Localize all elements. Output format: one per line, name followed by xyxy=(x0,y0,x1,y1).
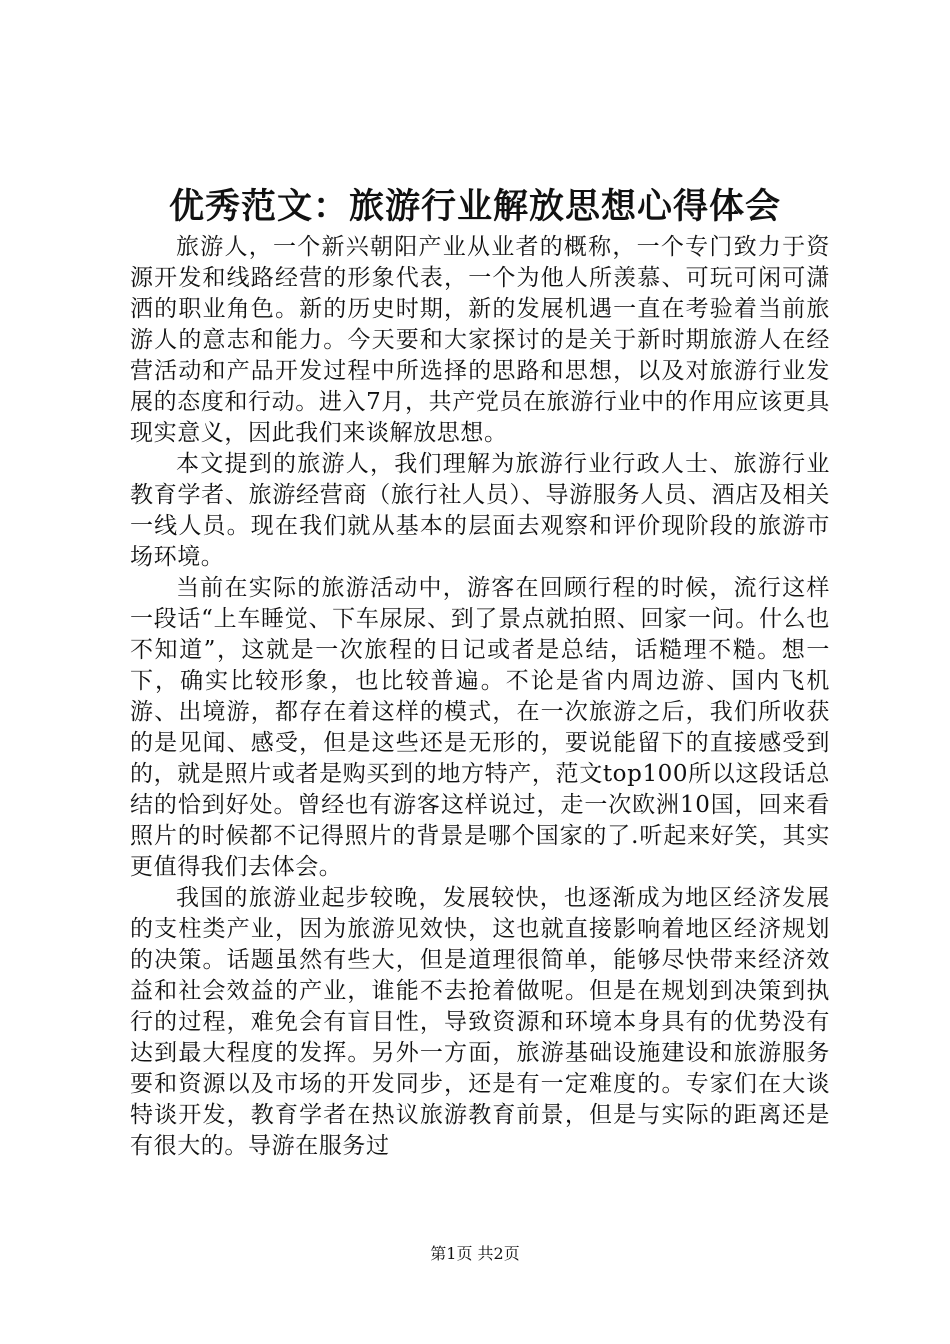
document-body xyxy=(130,232,830,1162)
page-footer: 第1页 共2页 xyxy=(430,1244,520,1263)
paragraph-2: 本文提到的旅游人，我们理解为旅游行业行政人士、旅游行业教育学者、旅游经营商（旅行社人员）、导游服务人员、酒店及相关一线人员。现在我们就从基本的层面去观察和评价现阶段的旅游市场环境。 xyxy=(130,451,830,570)
paragraph-3: 当前在实际的旅游活动中，游客在回顾行程的时候，流行这样一段话“上车睡觉、下车尿尿、到了景点就拍照、回家一问。什么也不知道”，这就是一次旅程的日记或者是总结，话糙理不糙。想一下，确实比较形象，也比较普遍。不论是省内周边游、国内飞机游、出境游，都存在着这样的模式，在一次旅游之后，我们所收获的是见闻、感受，但是这些还是无形的，要说能留下的直接感受到的，就是照片或者是购买到的地方特产，范文top100所以这段话总结的恰到好处。曾经也有游客这样说过，走一次欧洲10国，回来看照片的时候都不记得照片的背景是哪个国家的了.听起来好笑，其实更值得我们去体会。 xyxy=(130,575,830,880)
document-title: 优秀范文：旅游行业解放思想心得体会 xyxy=(168,186,781,227)
paragraph-4: 我国的旅游业起步较晚，发展较快，也逐渐成为地区经济发展的支柱类产业，因为旅游见效快，这也就直接影响着地区经济规划的决策。话题虽然有些大，但是道理很简单，能够尽快带来经济效益和社会效益的产业，谁能不去抢着做呢。但是在规划到决策到执行的过程，难免会有盲目性，导致资源和环境本身具有的优势没有达到最大程度的发挥。另外一方面，旅游基础设施建设和旅游服务要和资源以及市场的开发同步，还是有一定难度的。专家们在大谈特谈开发，教育学者在热议旅游教育前景，但是与实际的距离还是有很大的。导游在服务过 xyxy=(130,885,830,1159)
paragraph-1: 旅游人，一个新兴朝阳产业从业者的概称，一个专门致力于资源开发和线路经营的形象代表，一个为他人所羡慕、可玩可闲可潇洒的职业角色。新的历史时期，新的发展机遇一直在考验着当前旅游人的意志和能力。今天要和大家探讨的是关于新时期旅游人在经营活动和产品开发过程中所选择的思路和思想，以及对旅游行业发展的态度和行动。进入7月，共产党员在旅游行业中的作用应该更具现实意义，因此我们来谈解放思想。 xyxy=(130,234,830,446)
